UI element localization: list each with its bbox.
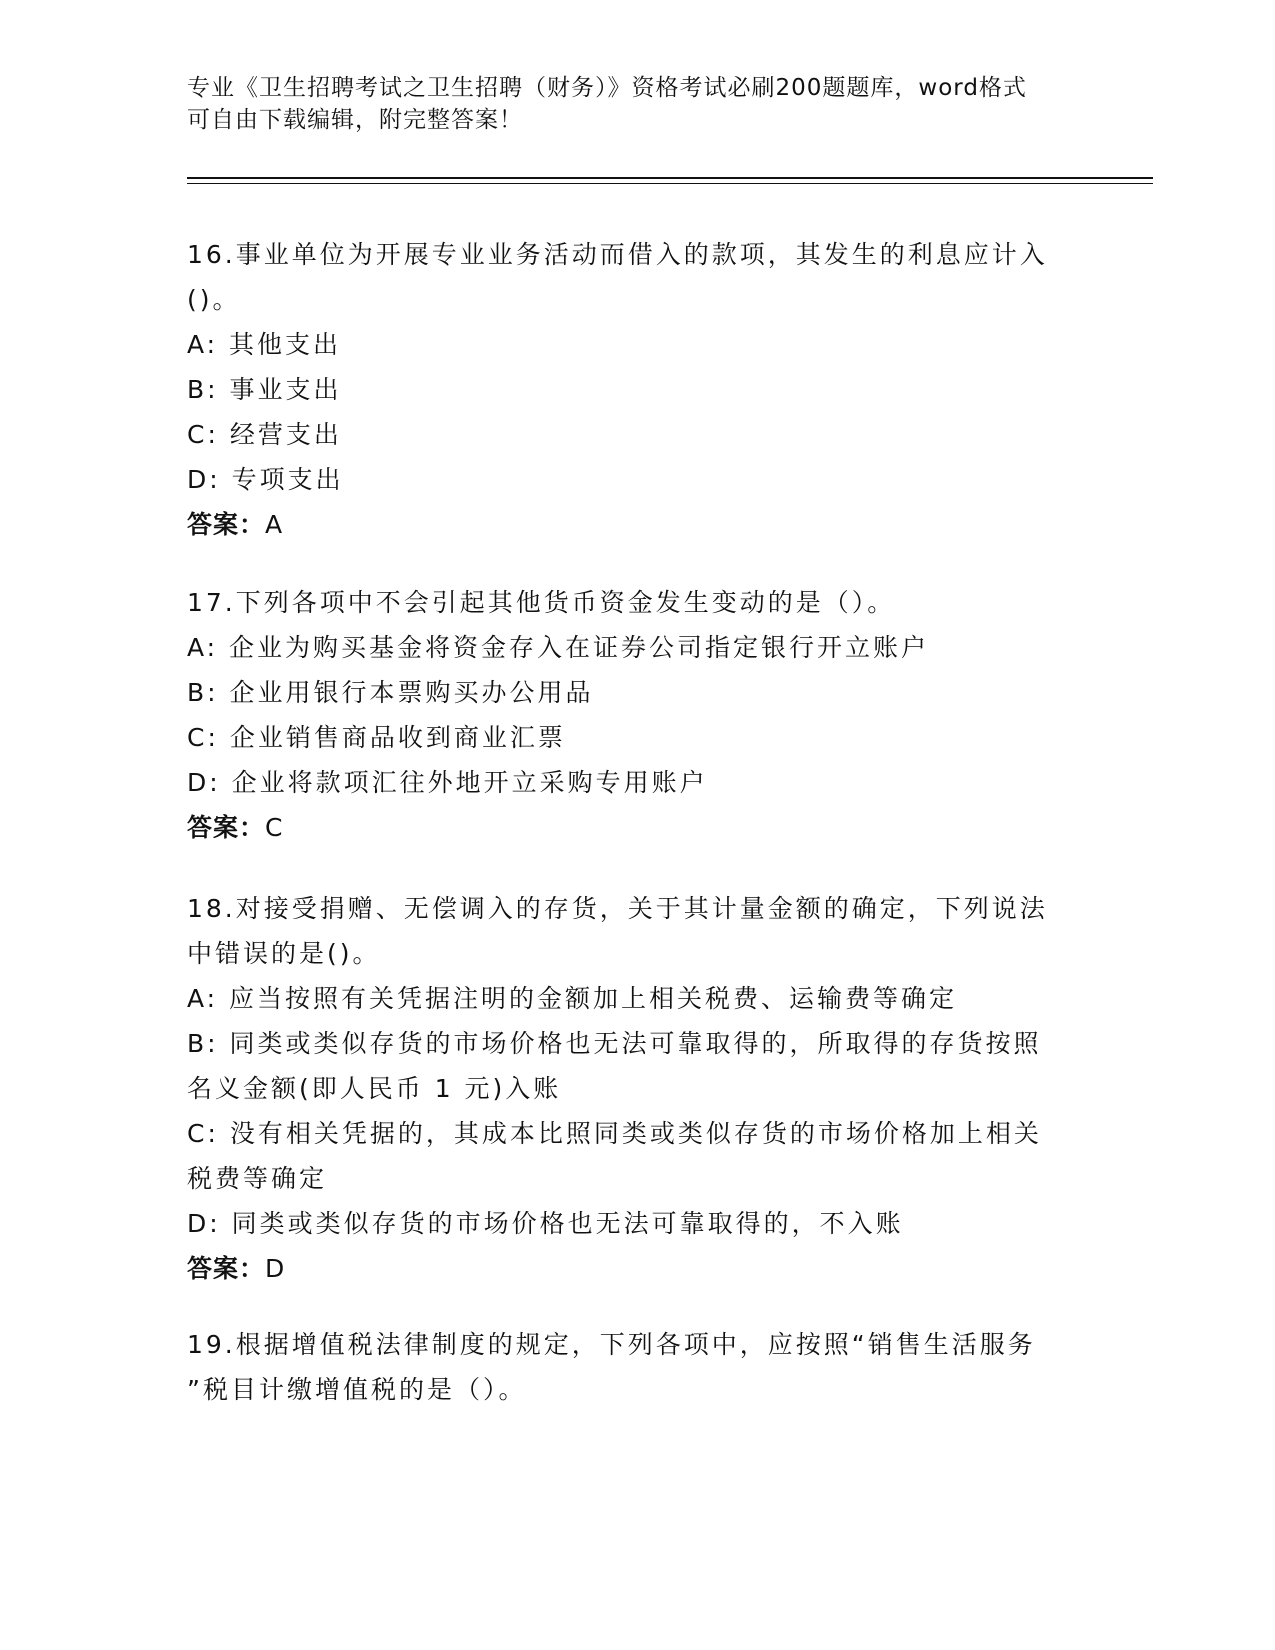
option-a: A: 其他支出 <box>187 330 342 359</box>
answer-value: C <box>265 813 284 842</box>
option-a: A: 企业为购买基金将资金存入在证券公司指定银行开立账户 <box>187 633 930 662</box>
question-18 <box>187 886 1077 1291</box>
question-stem-line: 18.对接受捐赠、无偿调入的存货，关于其计量金额的确定，下列说法 <box>187 894 1048 923</box>
question-stem-line: 中错误的是()。 <box>187 939 381 968</box>
header-divider-thin <box>187 183 1153 184</box>
question-stem-line: ()。 <box>187 285 241 314</box>
header-divider-thick <box>187 177 1153 179</box>
option-b: B: 事业支出 <box>187 375 342 404</box>
header-line-2: 可自由下载编辑，附完整答案！ <box>187 107 523 133</box>
option-b: B: 同类或类似存货的市场价格也无法可靠取得的，所取得的存货按照 <box>187 1029 1042 1058</box>
answer-value: A <box>265 510 284 539</box>
answer-line <box>187 805 1077 850</box>
question-16 <box>187 232 1077 547</box>
answer-line <box>187 1246 1077 1291</box>
answer-value: D <box>265 1254 286 1283</box>
option-c: C: 没有相关凭据的，其成本比照同类或类似存货的市场价格加上相关 <box>187 1119 1042 1148</box>
option-c-continued: 税费等确定 <box>187 1164 328 1193</box>
answer-label: 答案： <box>187 1254 266 1283</box>
header-line-1: 专业《卫生招聘考试之卫生招聘（财务）》资格考试必刷200题题库，word格式 <box>187 75 1027 101</box>
option-d: D: 企业将款项汇往外地开立采购专用账户 <box>187 768 708 797</box>
question-stem-line: 16.事业单位为开展专业业务活动而借入的款项，其发生的利息应计入 <box>187 240 1048 269</box>
option-d: D: 同类或类似存货的市场价格也无法可靠取得的，不入账 <box>187 1209 904 1238</box>
option-c: C: 企业销售商品收到商业汇票 <box>187 723 566 752</box>
option-b: B: 企业用银行本票购买办公用品 <box>187 678 594 707</box>
answer-line <box>187 502 1077 547</box>
option-c: C: 经营支出 <box>187 420 342 449</box>
option-a: A: 应当按照有关凭据注明的金额加上相关税费、运输费等确定 <box>187 984 958 1013</box>
option-b-continued: 名义金额(即人民币 1 元)入账 <box>187 1074 562 1103</box>
document-header <box>187 72 1077 136</box>
answer-label: 答案： <box>187 510 266 539</box>
answer-label: 答案： <box>187 813 266 842</box>
option-d: D: 专项支出 <box>187 465 344 494</box>
question-stem-line: 19.根据增值税法律制度的规定，下列各项中，应按照“销售生活服务 <box>187 1330 1036 1359</box>
question-17 <box>187 580 1077 850</box>
question-stem-line: ”税目计缴增值税的是（）。 <box>187 1375 527 1404</box>
question-19 <box>187 1322 1077 1412</box>
question-stem-line: 17.下列各项中不会引起其他货币资金发生变动的是（）。 <box>187 588 896 617</box>
